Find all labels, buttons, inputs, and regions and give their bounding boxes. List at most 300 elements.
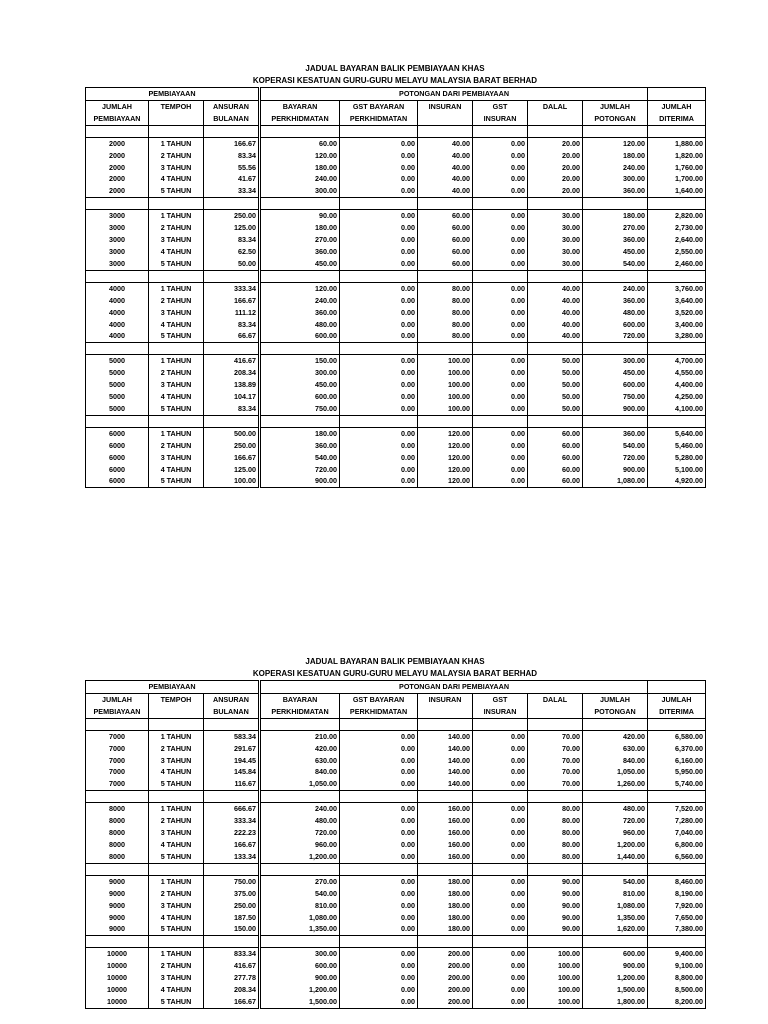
cell-jumlah-diterima: 2,730.00 — [648, 222, 706, 234]
cell-gst-insuran: 0.00 — [473, 367, 528, 379]
cell-gst-insuran: 0.00 — [473, 464, 528, 476]
cell-jumlah-potongan: 1,440.00 — [583, 851, 648, 863]
table-row — [86, 755, 706, 767]
spacer-cell — [528, 718, 583, 730]
cell-tempoh: 5 TAHUN — [149, 778, 204, 790]
cell-jumlah-pembiayaan: 6000 — [86, 452, 149, 464]
cell-bayaran-perkhidmatan: 90.00 — [260, 210, 340, 222]
spacer-cell — [473, 343, 528, 355]
cell-bayaran-perkhidmatan: 720.00 — [260, 827, 340, 839]
cell-ansuran-bulanan: 133.34 — [204, 851, 260, 863]
cell-jumlah-pembiayaan: 10000 — [86, 972, 149, 984]
cell-insuran: 200.00 — [418, 972, 473, 984]
cell-tempoh: 4 TAHUN — [149, 766, 204, 778]
cell-dalal: 40.00 — [528, 282, 583, 294]
spacer-cell — [648, 198, 706, 210]
cell-jumlah-diterima: 1,700.00 — [648, 173, 706, 185]
cell-insuran: 160.00 — [418, 839, 473, 851]
table-row — [86, 307, 706, 319]
cell-dalal: 100.00 — [528, 996, 583, 1008]
cell-gst-bayaran-perkhidmatan: 0.00 — [340, 888, 418, 900]
table-row — [86, 185, 706, 197]
cell-jumlah-potongan: 630.00 — [583, 743, 648, 755]
cell-gst-bayaran-perkhidmatan: 0.00 — [340, 803, 418, 815]
cell-bayaran-perkhidmatan: 900.00 — [260, 972, 340, 984]
cell-bayaran-perkhidmatan: 450.00 — [260, 258, 340, 270]
cell-gst-insuran: 0.00 — [473, 295, 528, 307]
cell-jumlah-diterima: 7,280.00 — [648, 815, 706, 827]
cell-jumlah-pembiayaan: 8000 — [86, 815, 149, 827]
table-row — [86, 367, 706, 379]
cell-ansuran-bulanan: 500.00 — [204, 427, 260, 439]
cell-jumlah-pembiayaan: 9000 — [86, 900, 149, 912]
cell-bayaran-perkhidmatan: 750.00 — [260, 403, 340, 415]
cell-jumlah-pembiayaan: 6000 — [86, 440, 149, 452]
cell-gst-bayaran-perkhidmatan: 0.00 — [340, 246, 418, 258]
spacer-cell — [528, 936, 583, 948]
spacer-cell — [204, 198, 260, 210]
col-ansuran-bulanan: ANSURAN BULANAN — [204, 100, 260, 125]
cell-jumlah-pembiayaan: 10000 — [86, 996, 149, 1008]
cell-jumlah-pembiayaan: 10000 — [86, 984, 149, 996]
cell-jumlah-diterima: 1,640.00 — [648, 185, 706, 197]
cell-jumlah-diterima: 7,040.00 — [648, 827, 706, 839]
col-jumlah-potongan: JUMLAH POTONGAN — [583, 693, 648, 718]
cell-jumlah-potongan: 720.00 — [583, 452, 648, 464]
spacer-cell — [648, 415, 706, 427]
spacer-cell — [86, 936, 149, 948]
cell-dalal: 70.00 — [528, 755, 583, 767]
cell-jumlah-potongan: 900.00 — [583, 960, 648, 972]
spacer-cell — [149, 791, 204, 803]
spacer-cell — [583, 198, 648, 210]
table-row — [86, 960, 706, 972]
cell-jumlah-pembiayaan: 8000 — [86, 851, 149, 863]
cell-dalal: 70.00 — [528, 743, 583, 755]
cell-gst-insuran: 0.00 — [473, 210, 528, 222]
col-jumlah-diterima: JUMLAH DITERIMA — [648, 100, 706, 125]
cell-tempoh: 2 TAHUN — [149, 295, 204, 307]
cell-insuran: 160.00 — [418, 803, 473, 815]
cell-jumlah-pembiayaan: 9000 — [86, 888, 149, 900]
document-subtitle: KOPERASI KESATUAN GURU-GURU MELAYU MALAYSIA BARAT BERHAD — [252, 76, 538, 85]
cell-jumlah-potongan: 300.00 — [583, 173, 648, 185]
cell-gst-insuran: 0.00 — [473, 319, 528, 331]
cell-jumlah-diterima: 3,520.00 — [648, 307, 706, 319]
cell-tempoh: 4 TAHUN — [149, 984, 204, 996]
cell-jumlah-pembiayaan: 7000 — [86, 743, 149, 755]
cell-jumlah-pembiayaan: 2000 — [86, 173, 149, 185]
cell-insuran: 180.00 — [418, 900, 473, 912]
table-row — [86, 875, 706, 887]
cell-ansuran-bulanan: 125.00 — [204, 222, 260, 234]
cell-jumlah-diterima: 8,800.00 — [648, 972, 706, 984]
cell-jumlah-potongan: 240.00 — [583, 282, 648, 294]
cell-jumlah-diterima: 6,800.00 — [648, 839, 706, 851]
cell-dalal: 80.00 — [528, 815, 583, 827]
cell-gst-insuran: 0.00 — [473, 222, 528, 234]
cell-tempoh: 3 TAHUN — [149, 827, 204, 839]
cell-insuran: 180.00 — [418, 923, 473, 935]
cell-insuran: 120.00 — [418, 464, 473, 476]
cell-gst-bayaran-perkhidmatan: 0.00 — [340, 379, 418, 391]
repayment-schedule-1 — [85, 63, 705, 488]
cell-jumlah-pembiayaan: 8000 — [86, 803, 149, 815]
cell-jumlah-pembiayaan: 10000 — [86, 948, 149, 960]
spacer-cell — [473, 863, 528, 875]
cell-jumlah-potongan: 300.00 — [583, 355, 648, 367]
cell-jumlah-pembiayaan: 3000 — [86, 234, 149, 246]
cell-gst-bayaran-perkhidmatan: 0.00 — [340, 234, 418, 246]
cell-dalal: 30.00 — [528, 210, 583, 222]
cell-ansuran-bulanan: 208.34 — [204, 984, 260, 996]
cell-jumlah-pembiayaan: 5000 — [86, 391, 149, 403]
cell-gst-bayaran-perkhidmatan: 0.00 — [340, 827, 418, 839]
cell-bayaran-perkhidmatan: 240.00 — [260, 173, 340, 185]
cell-tempoh: 2 TAHUN — [149, 150, 204, 162]
cell-bayaran-perkhidmatan: 960.00 — [260, 839, 340, 851]
cell-bayaran-perkhidmatan: 420.00 — [260, 743, 340, 755]
table-row — [86, 815, 706, 827]
cell-jumlah-potongan: 480.00 — [583, 803, 648, 815]
cell-dalal: 20.00 — [528, 185, 583, 197]
cell-insuran: 120.00 — [418, 452, 473, 464]
cell-dalal: 80.00 — [528, 851, 583, 863]
cell-tempoh: 5 TAHUN — [149, 851, 204, 863]
cell-jumlah-diterima: 5,100.00 — [648, 464, 706, 476]
spacer-cell — [340, 718, 418, 730]
cell-ansuran-bulanan: 583.34 — [204, 730, 260, 742]
cell-gst-insuran: 0.00 — [473, 743, 528, 755]
cell-jumlah-pembiayaan: 3000 — [86, 258, 149, 270]
cell-ansuran-bulanan: 83.34 — [204, 319, 260, 331]
spacer-cell — [260, 415, 340, 427]
cell-jumlah-potongan: 600.00 — [583, 948, 648, 960]
spacer-cell — [583, 270, 648, 282]
cell-jumlah-pembiayaan: 4000 — [86, 295, 149, 307]
cell-jumlah-potongan: 750.00 — [583, 391, 648, 403]
cell-gst-bayaran-perkhidmatan: 0.00 — [340, 403, 418, 415]
spacer-cell — [418, 718, 473, 730]
spacer-cell — [528, 863, 583, 875]
cell-tempoh: 5 TAHUN — [149, 185, 204, 197]
cell-gst-insuran: 0.00 — [473, 851, 528, 863]
column-header-row — [86, 693, 706, 718]
cell-gst-bayaran-perkhidmatan: 0.00 — [340, 972, 418, 984]
spacer-row — [86, 125, 706, 137]
cell-insuran: 160.00 — [418, 827, 473, 839]
cell-tempoh: 5 TAHUN — [149, 475, 204, 487]
cell-dalal: 60.00 — [528, 475, 583, 487]
table-row — [86, 972, 706, 984]
cell-ansuran-bulanan: 666.67 — [204, 803, 260, 815]
cell-jumlah-diterima: 6,560.00 — [648, 851, 706, 863]
cell-bayaran-perkhidmatan: 240.00 — [260, 803, 340, 815]
cell-tempoh: 2 TAHUN — [149, 367, 204, 379]
spacer-cell — [648, 863, 706, 875]
spacer-cell — [340, 415, 418, 427]
cell-tempoh: 2 TAHUN — [149, 815, 204, 827]
cell-jumlah-potongan: 840.00 — [583, 755, 648, 767]
cell-dalal: 60.00 — [528, 440, 583, 452]
table-row — [86, 900, 706, 912]
spacer-cell — [204, 270, 260, 282]
spacer-cell — [149, 718, 204, 730]
cell-jumlah-pembiayaan: 5000 — [86, 367, 149, 379]
cell-jumlah-pembiayaan: 7000 — [86, 730, 149, 742]
cell-dalal: 60.00 — [528, 464, 583, 476]
cell-tempoh: 1 TAHUN — [149, 210, 204, 222]
repayment-table — [85, 680, 706, 1009]
col-bayaran-perkhidmatan: BAYARAN PERKHIDMATAN — [260, 100, 340, 125]
cell-jumlah-potongan: 180.00 — [583, 210, 648, 222]
cell-jumlah-diterima: 2,820.00 — [648, 210, 706, 222]
cell-jumlah-potongan: 360.00 — [583, 234, 648, 246]
spacer-cell — [473, 198, 528, 210]
cell-jumlah-pembiayaan: 7000 — [86, 766, 149, 778]
table-row — [86, 173, 706, 185]
cell-jumlah-potongan: 120.00 — [583, 137, 648, 149]
spacer-cell — [260, 718, 340, 730]
cell-jumlah-diterima: 3,400.00 — [648, 319, 706, 331]
cell-ansuran-bulanan: 333.34 — [204, 815, 260, 827]
cell-insuran: 80.00 — [418, 295, 473, 307]
spacer-cell — [473, 791, 528, 803]
cell-bayaran-perkhidmatan: 360.00 — [260, 246, 340, 258]
cell-gst-bayaran-perkhidmatan: 0.00 — [340, 173, 418, 185]
cell-dalal: 20.00 — [528, 150, 583, 162]
header-blank-cell — [648, 88, 706, 101]
cell-dalal: 100.00 — [528, 984, 583, 996]
cell-bayaran-perkhidmatan: 840.00 — [260, 766, 340, 778]
cell-bayaran-perkhidmatan: 540.00 — [260, 888, 340, 900]
cell-jumlah-pembiayaan: 8000 — [86, 839, 149, 851]
spacer-cell — [204, 718, 260, 730]
spacer-cell — [204, 863, 260, 875]
cell-jumlah-potongan: 1,620.00 — [583, 923, 648, 935]
col-dalal: DALAL — [528, 100, 583, 125]
cell-tempoh: 2 TAHUN — [149, 960, 204, 972]
cell-insuran: 180.00 — [418, 875, 473, 887]
cell-gst-insuran: 0.00 — [473, 150, 528, 162]
cell-gst-bayaran-perkhidmatan: 0.00 — [340, 185, 418, 197]
cell-gst-insuran: 0.00 — [473, 162, 528, 174]
cell-jumlah-diterima: 2,460.00 — [648, 258, 706, 270]
col-bayaran-perkhidmatan: BAYARAN PERKHIDMATAN — [260, 693, 340, 718]
cell-gst-bayaran-perkhidmatan: 0.00 — [340, 319, 418, 331]
cell-jumlah-diterima: 6,160.00 — [648, 755, 706, 767]
cell-jumlah-potongan: 540.00 — [583, 258, 648, 270]
cell-gst-bayaran-perkhidmatan: 0.00 — [340, 815, 418, 827]
cell-tempoh: 5 TAHUN — [149, 403, 204, 415]
spacer-row — [86, 936, 706, 948]
cell-jumlah-diterima: 5,280.00 — [648, 452, 706, 464]
cell-gst-insuran: 0.00 — [473, 827, 528, 839]
table-row — [86, 984, 706, 996]
spacer-cell — [528, 270, 583, 282]
cell-jumlah-pembiayaan: 10000 — [86, 960, 149, 972]
group-pembiayaan-header: PEMBIAYAAN — [86, 88, 260, 101]
cell-jumlah-pembiayaan: 9000 — [86, 923, 149, 935]
table-row — [86, 827, 706, 839]
cell-gst-insuran: 0.00 — [473, 960, 528, 972]
cell-gst-insuran: 0.00 — [473, 427, 528, 439]
cell-dalal: 40.00 — [528, 330, 583, 342]
table-row — [86, 222, 706, 234]
group-header-row — [86, 681, 706, 694]
cell-jumlah-pembiayaan: 3000 — [86, 246, 149, 258]
table-row — [86, 948, 706, 960]
cell-jumlah-potongan: 600.00 — [583, 319, 648, 331]
cell-jumlah-potongan: 1,200.00 — [583, 972, 648, 984]
cell-bayaran-perkhidmatan: 1,200.00 — [260, 851, 340, 863]
cell-gst-insuran: 0.00 — [473, 258, 528, 270]
spacer-cell — [86, 791, 149, 803]
cell-jumlah-diterima: 4,700.00 — [648, 355, 706, 367]
cell-jumlah-pembiayaan: 5000 — [86, 379, 149, 391]
cell-jumlah-pembiayaan: 2000 — [86, 185, 149, 197]
table-row — [86, 766, 706, 778]
table-row — [86, 803, 706, 815]
col-gst-bayaran-perkhidmatan: GST BAYARAN PERKHIDMATAN — [340, 100, 418, 125]
cell-insuran: 40.00 — [418, 162, 473, 174]
cell-tempoh: 1 TAHUN — [149, 875, 204, 887]
cell-bayaran-perkhidmatan: 720.00 — [260, 464, 340, 476]
cell-bayaran-perkhidmatan: 1,500.00 — [260, 996, 340, 1008]
cell-dalal: 80.00 — [528, 839, 583, 851]
col-jumlah-potongan: JUMLAH POTONGAN — [583, 100, 648, 125]
cell-dalal: 70.00 — [528, 730, 583, 742]
table-row — [86, 427, 706, 439]
cell-dalal: 90.00 — [528, 888, 583, 900]
cell-insuran: 80.00 — [418, 319, 473, 331]
cell-insuran: 120.00 — [418, 475, 473, 487]
spacer-cell — [340, 343, 418, 355]
cell-gst-bayaran-perkhidmatan: 0.00 — [340, 730, 418, 742]
table-row — [86, 295, 706, 307]
cell-bayaran-perkhidmatan: 300.00 — [260, 948, 340, 960]
cell-gst-insuran: 0.00 — [473, 173, 528, 185]
cell-dalal: 100.00 — [528, 960, 583, 972]
cell-ansuran-bulanan: 250.00 — [204, 210, 260, 222]
spacer-cell — [260, 198, 340, 210]
cell-tempoh: 3 TAHUN — [149, 452, 204, 464]
col-tempoh: TEMPOH — [149, 100, 204, 125]
cell-ansuran-bulanan: 333.34 — [204, 282, 260, 294]
cell-gst-bayaran-perkhidmatan: 0.00 — [340, 755, 418, 767]
cell-bayaran-perkhidmatan: 600.00 — [260, 960, 340, 972]
cell-gst-bayaran-perkhidmatan: 0.00 — [340, 912, 418, 924]
cell-jumlah-pembiayaan: 7000 — [86, 755, 149, 767]
cell-insuran: 40.00 — [418, 173, 473, 185]
spacer-cell — [340, 125, 418, 137]
cell-insuran: 80.00 — [418, 282, 473, 294]
cell-jumlah-potongan: 1,500.00 — [583, 984, 648, 996]
cell-jumlah-pembiayaan: 2000 — [86, 137, 149, 149]
cell-jumlah-pembiayaan: 8000 — [86, 827, 149, 839]
cell-jumlah-potongan: 240.00 — [583, 162, 648, 174]
group-potongan-header: POTONGAN DARI PEMBIAYAAN — [260, 88, 648, 101]
spacer-cell — [583, 863, 648, 875]
cell-insuran: 100.00 — [418, 403, 473, 415]
cell-insuran: 80.00 — [418, 307, 473, 319]
cell-insuran: 140.00 — [418, 730, 473, 742]
col-gst-insuran: GST INSURAN — [473, 693, 528, 718]
spacer-cell — [204, 125, 260, 137]
spacer-cell — [86, 125, 149, 137]
cell-gst-insuran: 0.00 — [473, 766, 528, 778]
col-jumlah-pembiayaan: JUMLAH PEMBIAYAAN — [86, 100, 149, 125]
cell-dalal: 60.00 — [528, 427, 583, 439]
spacer-cell — [86, 198, 149, 210]
cell-ansuran-bulanan: 222.23 — [204, 827, 260, 839]
table-row — [86, 137, 706, 149]
cell-jumlah-diterima: 8,460.00 — [648, 875, 706, 887]
spacer-cell — [86, 270, 149, 282]
cell-jumlah-pembiayaan: 5000 — [86, 355, 149, 367]
cell-bayaran-perkhidmatan: 180.00 — [260, 222, 340, 234]
cell-ansuran-bulanan: 62.50 — [204, 246, 260, 258]
spacer-cell — [528, 343, 583, 355]
cell-ansuran-bulanan: 104.17 — [204, 391, 260, 403]
spacer-cell — [149, 936, 204, 948]
cell-bayaran-perkhidmatan: 1,050.00 — [260, 778, 340, 790]
cell-gst-insuran: 0.00 — [473, 403, 528, 415]
cell-jumlah-potongan: 1,080.00 — [583, 900, 648, 912]
cell-gst-bayaran-perkhidmatan: 0.00 — [340, 427, 418, 439]
spacer-cell — [583, 718, 648, 730]
cell-gst-bayaran-perkhidmatan: 0.00 — [340, 210, 418, 222]
col-ansuran-bulanan: ANSURAN BULANAN — [204, 693, 260, 718]
cell-jumlah-diterima: 2,640.00 — [648, 234, 706, 246]
cell-bayaran-perkhidmatan: 600.00 — [260, 330, 340, 342]
cell-bayaran-perkhidmatan: 300.00 — [260, 367, 340, 379]
cell-tempoh: 5 TAHUN — [149, 996, 204, 1008]
cell-insuran: 60.00 — [418, 222, 473, 234]
cell-jumlah-diterima: 9,400.00 — [648, 948, 706, 960]
table-row — [86, 403, 706, 415]
cell-ansuran-bulanan: 100.00 — [204, 475, 260, 487]
spacer-cell — [528, 415, 583, 427]
cell-gst-insuran: 0.00 — [473, 379, 528, 391]
cell-insuran: 140.00 — [418, 743, 473, 755]
spacer-cell — [583, 936, 648, 948]
cell-ansuran-bulanan: 166.67 — [204, 839, 260, 851]
table-row — [86, 923, 706, 935]
cell-bayaran-perkhidmatan: 360.00 — [260, 307, 340, 319]
cell-ansuran-bulanan: 55.56 — [204, 162, 260, 174]
cell-ansuran-bulanan: 166.67 — [204, 137, 260, 149]
cell-gst-insuran: 0.00 — [473, 948, 528, 960]
cell-jumlah-potongan: 360.00 — [583, 185, 648, 197]
cell-insuran: 140.00 — [418, 755, 473, 767]
cell-gst-insuran: 0.00 — [473, 246, 528, 258]
cell-dalal: 40.00 — [528, 295, 583, 307]
cell-insuran: 180.00 — [418, 888, 473, 900]
spacer-row — [86, 343, 706, 355]
cell-jumlah-diterima: 5,460.00 — [648, 440, 706, 452]
cell-jumlah-diterima: 3,760.00 — [648, 282, 706, 294]
cell-jumlah-diterima: 1,820.00 — [648, 150, 706, 162]
cell-ansuran-bulanan: 66.67 — [204, 330, 260, 342]
cell-tempoh: 3 TAHUN — [149, 307, 204, 319]
cell-jumlah-diterima: 6,580.00 — [648, 730, 706, 742]
cell-gst-bayaran-perkhidmatan: 0.00 — [340, 875, 418, 887]
cell-insuran: 40.00 — [418, 137, 473, 149]
table-row — [86, 234, 706, 246]
cell-gst-insuran: 0.00 — [473, 778, 528, 790]
cell-jumlah-diterima: 4,920.00 — [648, 475, 706, 487]
